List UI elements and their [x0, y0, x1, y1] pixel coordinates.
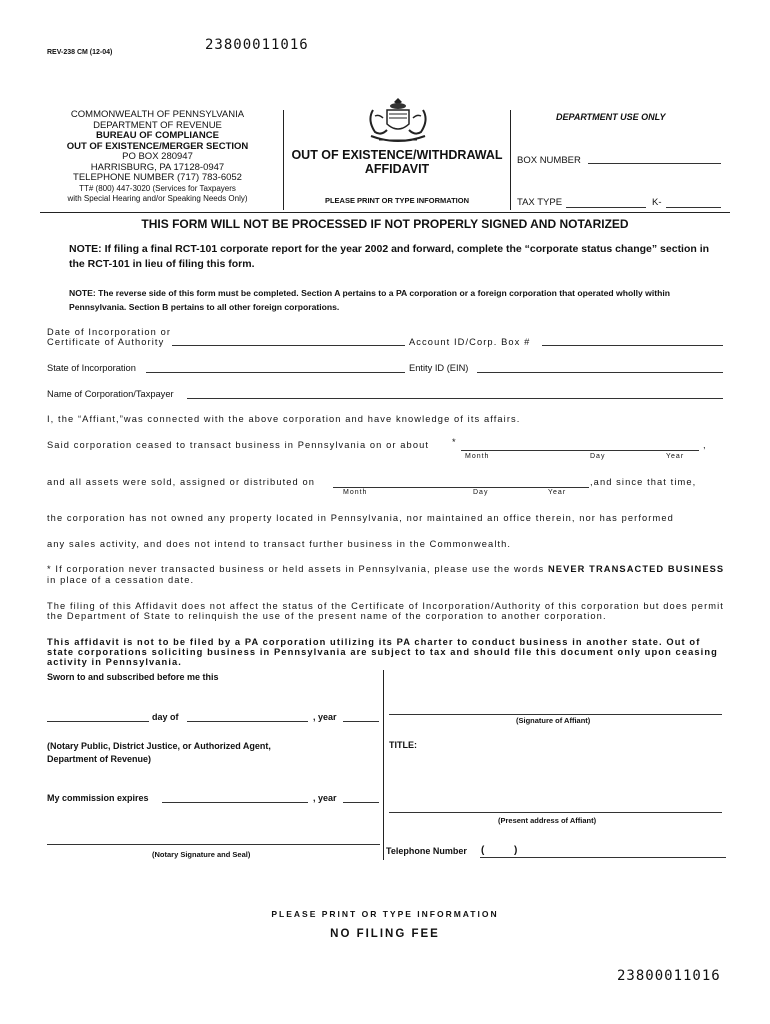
agency-line: TELEPHONE NUMBER (717) 783-6052 — [73, 172, 242, 183]
date-incorp-label-line1: Date of Incorporation or — [47, 327, 172, 337]
date-incorp-label-line2: Certificate of Authority — [47, 337, 165, 347]
telephone-label: Telephone Number — [386, 846, 467, 856]
filing-effect-note: The filing of this Affidavit does not affect the status of the Certificate of Incorporation/Authority of this corporation but does permit the Department of State to relinquish the use of the present name of the corporation to another corporation. — [47, 601, 724, 621]
ceased-statement: Said corporation ceased to transact business in Pennsylvania on or about — [47, 440, 430, 450]
entity-id-field[interactable] — [477, 372, 723, 373]
day-of-label: day of — [152, 712, 179, 722]
present-address-caption: (Present address of Affiant) — [498, 816, 597, 825]
form-title-line1: OUT OF EXISTENCE/WITHDRAWAL — [291, 148, 503, 162]
cessation-date-field[interactable] — [461, 450, 699, 451]
signature-divider — [383, 670, 384, 860]
sworn-day-field[interactable] — [47, 721, 149, 722]
k-prefix-label: K- — [652, 197, 662, 208]
commission-year-label: , year — [313, 793, 337, 803]
phone-close-paren: ) — [514, 845, 518, 856]
k-number-field[interactable] — [666, 207, 721, 208]
notary-signature-caption: (Notary Signature and Seal) — [152, 850, 251, 859]
present-address-field[interactable] — [389, 812, 722, 813]
note-reverse-side: NOTE: The reverse side of this form must be completed. Section A pertains to a PA corporation or a foreign corporation that operated wholly within Pennsylvania. Section B pertains to all other foreign corporations. — [69, 288, 671, 312]
agency-line: OUT OF EXISTENCE/MERGER SECTION — [66, 140, 249, 152]
title-label: TITLE: — [389, 740, 417, 750]
note-rct101: NOTE: If filing a final RCT-101 corporate report for the year 2002 and forward, complete the “corporate status change” section in the RCT-101 in lieu of filing this form. — [69, 243, 710, 270]
commission-date-field[interactable] — [162, 802, 308, 803]
day-caption: Day — [473, 489, 489, 496]
form-title — [284, 148, 510, 176]
notary-label-line2: Department of Revenue) — [47, 753, 152, 764]
form-code: REV-238 CM (12-04) — [47, 49, 113, 56]
dept-use-heading: DEPARTMENT USE ONLY — [556, 112, 666, 122]
barcode-number-bottom: 23800011016 — [617, 968, 721, 984]
state-incorp-field[interactable] — [146, 372, 405, 373]
agency-line: PO BOX 280947 — [122, 151, 193, 162]
year-caption: Year — [666, 453, 685, 460]
entity-id-label: Entity ID (EIN) — [409, 363, 469, 373]
never-note-bold: NEVER TRANSACTED BUSINESS — [547, 564, 725, 574]
notary-signature-field[interactable] — [47, 844, 380, 845]
agency-line: DEPARTMENT OF REVENUE — [93, 119, 222, 131]
telephone-field[interactable] — [480, 857, 726, 858]
affiant-statement: I, the “Affiant,”was connected with the above corporation and have knowledge of its affairs. — [47, 414, 521, 424]
name-corp-label: Name of Corporation/Taxpayer — [47, 389, 174, 399]
date-incorp-label — [47, 327, 171, 347]
property-statement: the corporation has not owned any property located in Pennsylvania, nor maintained an office therein, nor has performed — [47, 513, 674, 523]
state-incorp-label: State of Incorporation — [47, 363, 136, 373]
month-caption: Month — [465, 453, 490, 460]
never-note-text: * If corporation never transacted business or held assets in Pennsylvania, please use the words — [47, 564, 548, 574]
name-corp-field[interactable] — [187, 398, 723, 399]
year-label: , year — [313, 712, 337, 722]
assets-statement: and all assets were sold, assigned or distributed on — [47, 477, 316, 487]
agency-line: HARRISBURG, PA 17128-0947 — [90, 161, 225, 173]
distribution-date-field[interactable] — [333, 487, 589, 488]
header-bottom-rule — [40, 212, 730, 213]
footer-print-note: PLEASE PRINT OR TYPE INFORMATION — [271, 909, 499, 919]
pa-charter-warning: This affidavit is not to be filed by a PA corporation utilizing its PA charter to conduct business in another state. Out of state corporations soliciting business in Pennsylvania are subject to tax and should file this document only upon ceasing activity in Pennsylvania. — [47, 637, 718, 667]
agency-line: TT# (800) 447-3020 (Services for Taxpayers — [79, 183, 236, 193]
agency-line: BUREAU OF COMPLIANCE — [96, 130, 219, 141]
agency-block — [40, 110, 275, 205]
month-caption: Month — [343, 489, 368, 496]
phone-open-paren: ( — [481, 845, 485, 856]
box-number-field[interactable] — [588, 163, 721, 164]
never-transacted-note — [47, 564, 727, 585]
commission-year-field[interactable] — [343, 802, 379, 803]
year-caption: Year — [548, 489, 567, 496]
sworn-label: Sworn to and subscribed before me this — [47, 672, 219, 682]
affiant-signature-field[interactable] — [389, 714, 722, 715]
commission-label: My commission expires — [47, 793, 149, 803]
no-filing-fee: NO FILING FEE — [330, 928, 440, 940]
date-incorp-field[interactable] — [172, 345, 405, 346]
never-note-text-end: in place of a cessation date. — [47, 574, 195, 585]
box-number-label: BOX NUMBER — [517, 155, 581, 166]
header-print-note: PLEASE PRINT OR TYPE INFORMATION — [324, 196, 470, 205]
barcode-number-top: 23800011016 — [205, 37, 309, 53]
warning-banner: THIS FORM WILL NOT BE PROCESSED IF NOT PROPERLY SIGNED AND NOTARIZED — [141, 217, 629, 231]
header-divider-right — [510, 110, 511, 210]
notary-label-line1: (Notary Public, District Justice, or Authorized Agent, — [47, 741, 271, 751]
comma-mark: , — [703, 440, 706, 450]
asterisk-mark: * — [452, 437, 456, 447]
sworn-year-field[interactable] — [343, 721, 379, 722]
since-statement: ,and since that time, — [590, 477, 697, 487]
account-id-label: Account ID/Corp. Box # — [409, 337, 531, 347]
agency-line: with Special Hearing and/or Speaking Needs Only) — [67, 194, 248, 203]
tax-type-label: TAX TYPE — [517, 197, 563, 208]
sales-statement: any sales activity, and does not intend to transact further business in the Commonwealth. — [47, 539, 512, 549]
pennsylvania-seal-icon — [365, 96, 431, 146]
account-id-field[interactable] — [542, 345, 723, 346]
sworn-month-field[interactable] — [187, 721, 308, 722]
agency-line: COMMONWEALTH OF PENNSYLVANIA — [70, 109, 245, 120]
day-caption: Day — [590, 453, 606, 460]
notary-label — [47, 740, 271, 765]
form-title-line2: AFFIDAVIT — [364, 162, 430, 176]
signature-affiant-caption: (Signature of Affiant) — [516, 716, 591, 725]
tax-type-field[interactable] — [566, 207, 646, 208]
